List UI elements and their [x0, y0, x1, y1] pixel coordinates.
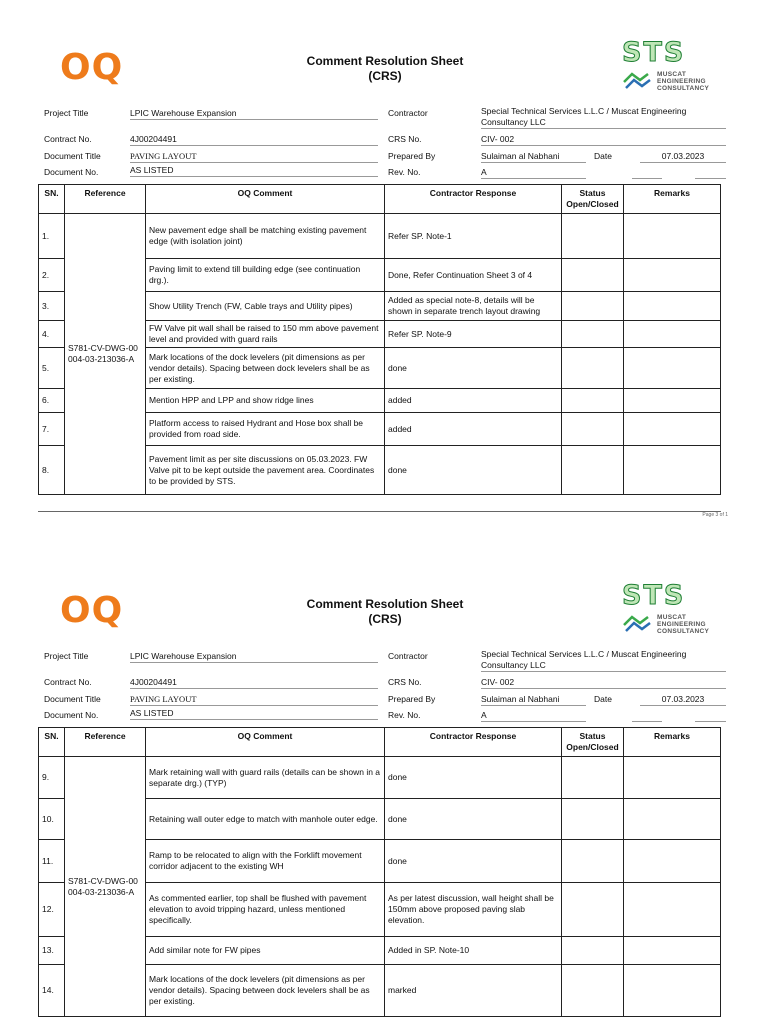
- table-row: [39, 757, 721, 799]
- row-sn: 14.: [39, 965, 65, 1017]
- col-header-reference: Reference: [65, 185, 146, 214]
- row-comment: Platform access to raised Hydrant and Hose box shall be provided from road side.: [146, 413, 385, 446]
- title-line-1: Comment Resolution Sheet: [306, 597, 464, 611]
- row-response: marked: [385, 965, 562, 1017]
- contractor-value: Special Technical Services L.L.C / Muscat Engineering Consultancy LLC: [481, 106, 726, 129]
- crs-table-page-2: [38, 727, 721, 1017]
- row-response: Refer SP. Note-9: [385, 321, 562, 348]
- contract-no-label: Contract No.: [44, 677, 92, 687]
- row-response: added: [385, 413, 562, 446]
- col-header-oq-comment: OQ Comment: [146, 185, 385, 214]
- date-value: 07.03.2023: [640, 694, 726, 706]
- row-status: [562, 292, 624, 321]
- row-status: [562, 348, 624, 389]
- row-comment: Mark locations of the dock levelers (pit dimensions as per vendor details). Spacing between dock levelers shall be as per existing.: [146, 965, 385, 1017]
- row-remarks: [624, 937, 721, 965]
- document-no-value: AS LISTED: [130, 708, 378, 720]
- row-comment: Mention HPP and LPP and show ridge lines: [146, 389, 385, 413]
- project-title-label: Project Title: [44, 108, 89, 118]
- document-title-label: Document Title: [44, 151, 101, 161]
- contract-no-value: 4J00204491: [130, 677, 378, 689]
- document-no-value: AS LISTED: [130, 165, 378, 177]
- prepared-by-label: Prepared By: [388, 694, 436, 704]
- rev-no-value: A: [481, 167, 586, 179]
- crs-no-label: CRS No.: [388, 134, 422, 144]
- col-header-oq-comment: OQ Comment: [146, 728, 385, 757]
- rev-no-label: Rev. No.: [388, 167, 421, 177]
- col-header-sn: SN.: [39, 185, 65, 214]
- row-status: [562, 321, 624, 348]
- sts-logo: [622, 38, 732, 92]
- row-comment: Add similar note for FW pipes: [146, 937, 385, 965]
- title-line-1: Comment Resolution Sheet: [306, 54, 464, 68]
- date-label: Date: [594, 694, 612, 704]
- row-sn: 6.: [39, 389, 65, 413]
- blank-field: [632, 167, 662, 179]
- row-sn: 3.: [39, 292, 65, 321]
- row-status: [562, 840, 624, 883]
- row-remarks: [624, 883, 721, 937]
- contractor-label: Contractor: [388, 108, 428, 118]
- col-header-contractor-response: Contractor Response: [385, 185, 562, 214]
- row-remarks: [624, 259, 721, 292]
- row-sn: 8.: [39, 446, 65, 495]
- row-response: done: [385, 840, 562, 883]
- row-remarks: [624, 389, 721, 413]
- prepared-by-label: Prepared By: [388, 151, 436, 161]
- oq-logo: OQ: [60, 47, 124, 88]
- contractor-label: Contractor: [388, 651, 428, 661]
- rev-no-label: Rev. No.: [388, 710, 421, 720]
- col-header-sn: SN.: [39, 728, 65, 757]
- blank-field: [695, 167, 726, 179]
- col-header-remarks: Remarks: [624, 185, 721, 214]
- sts-logo-subtitle: MUSCAT ENGINEERING CONSULTANCY: [657, 70, 710, 92]
- crs-no-label: CRS No.: [388, 677, 422, 687]
- row-comment: FW Valve pit wall shall be raised to 150 mm above pavement level and provided with guard rails: [146, 321, 385, 348]
- row-response: added: [385, 389, 562, 413]
- crs-table-page-1: [38, 184, 721, 495]
- row-response: done: [385, 348, 562, 389]
- row-remarks: [624, 799, 721, 840]
- crs-no-value: CIV- 002: [481, 677, 726, 689]
- row-sn: 11.: [39, 840, 65, 883]
- sts-emblem-icon: [622, 70, 654, 92]
- sts-logo-text: STS: [622, 580, 686, 611]
- reference-cell: S781-CV-DWG-00004-03-213036-A: [65, 214, 146, 495]
- row-status: [562, 965, 624, 1017]
- row-remarks: [624, 321, 721, 348]
- row-status: [562, 883, 624, 937]
- rev-no-value: A: [481, 710, 586, 722]
- row-response: Added in SP. Note-10: [385, 937, 562, 965]
- blank-field: [695, 710, 726, 722]
- row-sn: 12.: [39, 883, 65, 937]
- row-sn: 13.: [39, 937, 65, 965]
- row-comment: Paving limit to extend till building edge (see continuation drg.).: [146, 259, 385, 292]
- row-sn: 4.: [39, 321, 65, 348]
- contractor-value: Special Technical Services L.L.C / Muscat Engineering Consultancy LLC: [481, 649, 726, 672]
- row-remarks: [624, 413, 721, 446]
- project-title-label: Project Title: [44, 651, 89, 661]
- row-comment: Show Utility Trench (FW, Cable trays and Utility pipes): [146, 292, 385, 321]
- crs-sheet-page-2: [0, 543, 768, 1024]
- row-remarks: [624, 840, 721, 883]
- prepared-by-value: Sulaiman al Nabhani: [481, 694, 586, 706]
- project-title-value: LPIC Warehouse Expansion: [130, 651, 378, 663]
- project-title-value: LPIC Warehouse Expansion: [130, 108, 378, 120]
- row-comment: Retaining wall outer edge to match with manhole outer edge.: [146, 799, 385, 840]
- row-status: [562, 799, 624, 840]
- row-response: Added as special note-8, details will be shown in separate trench layout drawing: [385, 292, 562, 321]
- col-header-remarks: Remarks: [624, 728, 721, 757]
- row-status: [562, 413, 624, 446]
- row-status: [562, 446, 624, 495]
- col-header-status: Status Open/Closed: [562, 185, 624, 214]
- row-status: [562, 757, 624, 799]
- row-sn: 2.: [39, 259, 65, 292]
- date-label: Date: [594, 151, 612, 161]
- row-response: done: [385, 757, 562, 799]
- document-title-label: Document Title: [44, 694, 101, 704]
- row-remarks: [624, 292, 721, 321]
- crs-no-value: CIV- 002: [481, 134, 726, 146]
- col-header-status: Status Open/Closed: [562, 728, 624, 757]
- sts-logo-text: STS: [622, 37, 686, 68]
- row-response: Refer SP. Note-1: [385, 214, 562, 259]
- col-header-reference: Reference: [65, 728, 146, 757]
- row-remarks: [624, 446, 721, 495]
- row-response: done: [385, 799, 562, 840]
- row-remarks: [624, 757, 721, 799]
- prepared-by-value: Sulaiman al Nabhani: [481, 151, 586, 163]
- row-sn: 9.: [39, 757, 65, 799]
- document-no-label: Document No.: [44, 710, 99, 720]
- page-number: Page 3 of 1: [702, 512, 728, 518]
- row-sn: 1.: [39, 214, 65, 259]
- row-status: [562, 937, 624, 965]
- row-remarks: [624, 348, 721, 389]
- row-comment: Mark locations of the dock levelers (pit dimensions as per vendor details). Spacing between dock levelers shall be as per existing.: [146, 348, 385, 389]
- row-comment: As commented earlier, top shall be flushed with pavement elevation to avoid tripping hazard, unless mentioned specifically.: [146, 883, 385, 937]
- contract-no-label: Contract No.: [44, 134, 92, 144]
- row-status: [562, 214, 624, 259]
- row-sn: 5.: [39, 348, 65, 389]
- sts-logo: [622, 581, 732, 635]
- sts-emblem-icon: [622, 613, 654, 635]
- row-remarks: [624, 965, 721, 1017]
- row-status: [562, 389, 624, 413]
- document-no-label: Document No.: [44, 167, 99, 177]
- reference-cell: S781-CV-DWG-00004-03-213036-A: [65, 757, 146, 1017]
- row-status: [562, 259, 624, 292]
- table-row: [39, 214, 721, 259]
- footer-divider: [38, 511, 721, 512]
- row-response: Done, Refer Continuation Sheet 3 of 4: [385, 259, 562, 292]
- blank-field: [632, 710, 662, 722]
- title-line-2: (CRS): [368, 612, 402, 626]
- sts-logo-subtitle: MUSCAT ENGINEERING CONSULTANCY: [657, 613, 710, 635]
- document-title-value: PAVING LAYOUT: [130, 694, 378, 706]
- page-title: [270, 597, 500, 627]
- row-response: As per latest discussion, wall height shall be 150mm above proposed paving slab elevation.: [385, 883, 562, 937]
- title-line-2: (CRS): [368, 69, 402, 83]
- row-sn: 10.: [39, 799, 65, 840]
- row-sn: 7.: [39, 413, 65, 446]
- contract-no-value: 4J00204491: [130, 134, 378, 146]
- row-comment: Ramp to be relocated to align with the Forklift movement corridor adjacent to the existing WH: [146, 840, 385, 883]
- document-title-value: PAVING LAYOUT: [130, 151, 378, 163]
- oq-logo: OQ: [60, 590, 124, 631]
- row-comment: New pavement edge shall be matching existing pavement edge (with isolation joint): [146, 214, 385, 259]
- row-response: done: [385, 446, 562, 495]
- page-title: [270, 54, 500, 84]
- date-value: 07.03.2023: [640, 151, 726, 163]
- row-comment: Pavement limit as per site discussions on 05.03.2023. FW Valve pit to be kept outside the pavement area. Coordinates to be provided by STS.: [146, 446, 385, 495]
- row-comment: Mark retaining wall with guard rails (details can be shown in a separate drg.) (TYP): [146, 757, 385, 799]
- row-remarks: [624, 214, 721, 259]
- col-header-contractor-response: Contractor Response: [385, 728, 562, 757]
